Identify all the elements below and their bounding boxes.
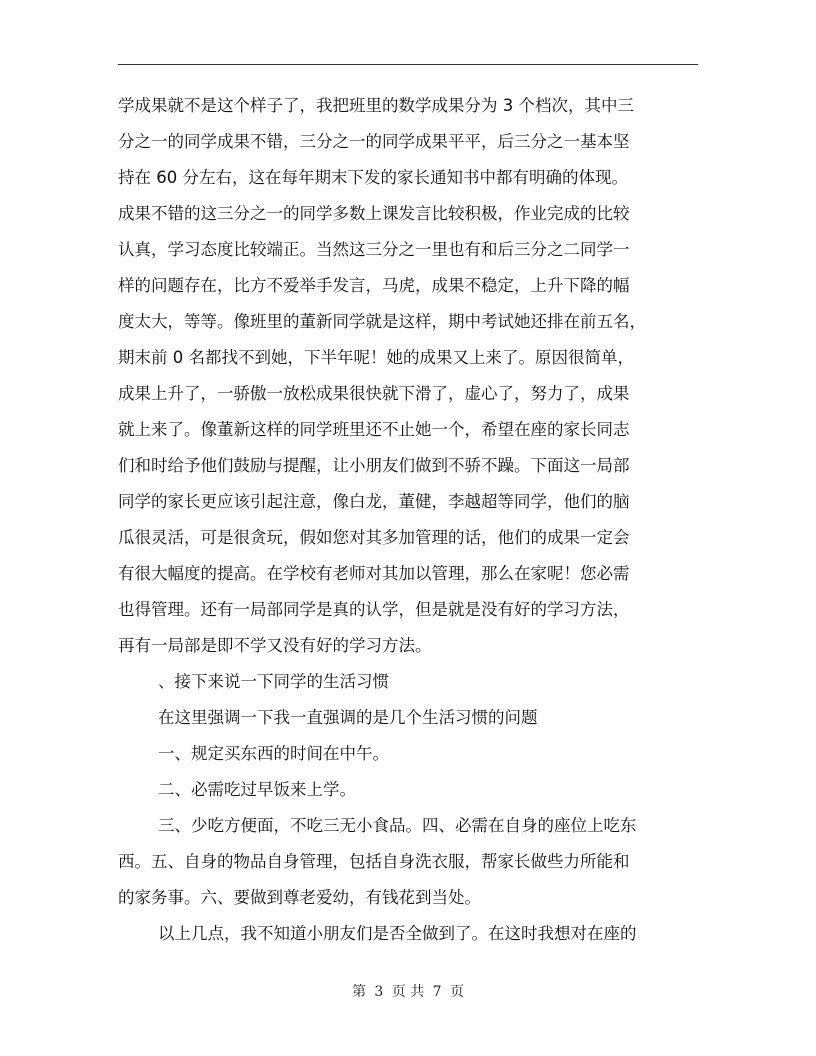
header-rule — [118, 64, 698, 65]
text-line: 一、规定买东西的时间在中午。 — [158, 744, 389, 763]
text-line: 成果上升了，一骄傲一放松成果很快就下滑了，虚心了，努力了，成果 — [118, 384, 630, 403]
footer-page-number: 3 — [374, 984, 384, 1000]
document-body — [118, 88, 702, 952]
text-line: 期末前 0 名都找不到她，下半年呢！她的成果又上来了。原因很简单， — [118, 348, 634, 367]
footer-total-pages: 7 — [432, 984, 442, 1000]
text-line: 度太大，等等。像班里的董新同学就是这样，期中考试她还排在前五名， — [118, 312, 646, 331]
text-line: 学成果就不是这个样子了，我把班里的数学成果分为 3 个档次，其中三 — [118, 96, 634, 115]
text-line: 认真，学习态度比较端正。当然这三分之一里也有和后三分之二同学一 — [118, 240, 630, 259]
text-line: 样的问题存在，比方不爱举手发言，马虎，成果不稳定，上升下降的幅 — [118, 276, 630, 295]
text-line: 也得管理。还有一局部同学是真的认学，但是就是没有好的学习方法， — [118, 600, 630, 619]
text-line: 持在 60 分左右，这在每年期末下发的家长通知书中都有明确的体现。 — [118, 168, 628, 187]
text-line: 、接下来说一下同学的生活习惯 — [158, 672, 389, 691]
text-line: 瓜很灵活，可是很贪玩，假如您对其多加管理的话，他们的成果一定会 — [118, 528, 630, 547]
text-line: 西。五、自身的物品自身管理，包括自身洗衣服，帮家长做些力所能和 — [118, 852, 630, 871]
text-line: 的家务事。六、要做到尊老爱幼，有钱花到当处。 — [118, 888, 481, 907]
text-line: 再有一局部是即不学又没有好的学习方法。 — [118, 636, 432, 655]
text-line: 三、少吃方便面，不吃三无小食品。四、必需在自身的座位上吃东 — [158, 816, 637, 835]
text-line: 就上来了。像董新这样的同学班里还不止她一个，希望在座的家长同志 — [118, 420, 630, 439]
text-line: 有很大幅度的提高。在学校有老师对其加以管理，那么在家呢！您必需 — [118, 564, 630, 583]
text-line: 们和时给予他们鼓励与提醒，让小朋友们做到不骄不躁。下面这一局部 — [118, 456, 630, 475]
text-line: 成果不错的这三分之一的同学多数上课发言比较积极，作业完成的比较 — [118, 204, 630, 223]
footer-middle: 页 共 — [391, 984, 425, 1000]
page-footer — [0, 982, 816, 1002]
footer-suffix: 页 — [450, 984, 465, 1000]
text-line: 二、必需吃过早饭来上学。 — [158, 780, 356, 799]
text-line: 同学的家长更应该引起注意，像白龙，董健，李越超等同学，他们的脑 — [118, 492, 630, 511]
footer-prefix: 第 — [351, 984, 366, 1000]
text-line: 分之一的同学成果不错，三分之一的同学成果平平，后三分之一基本坚 — [118, 132, 630, 151]
text-line: 在这里强调一下我一直强调的是几个生活习惯的问题 — [158, 708, 538, 727]
text-line: 以上几点，我不知道小朋友们是否全做到了。在这时我想对在座的 — [158, 924, 637, 943]
